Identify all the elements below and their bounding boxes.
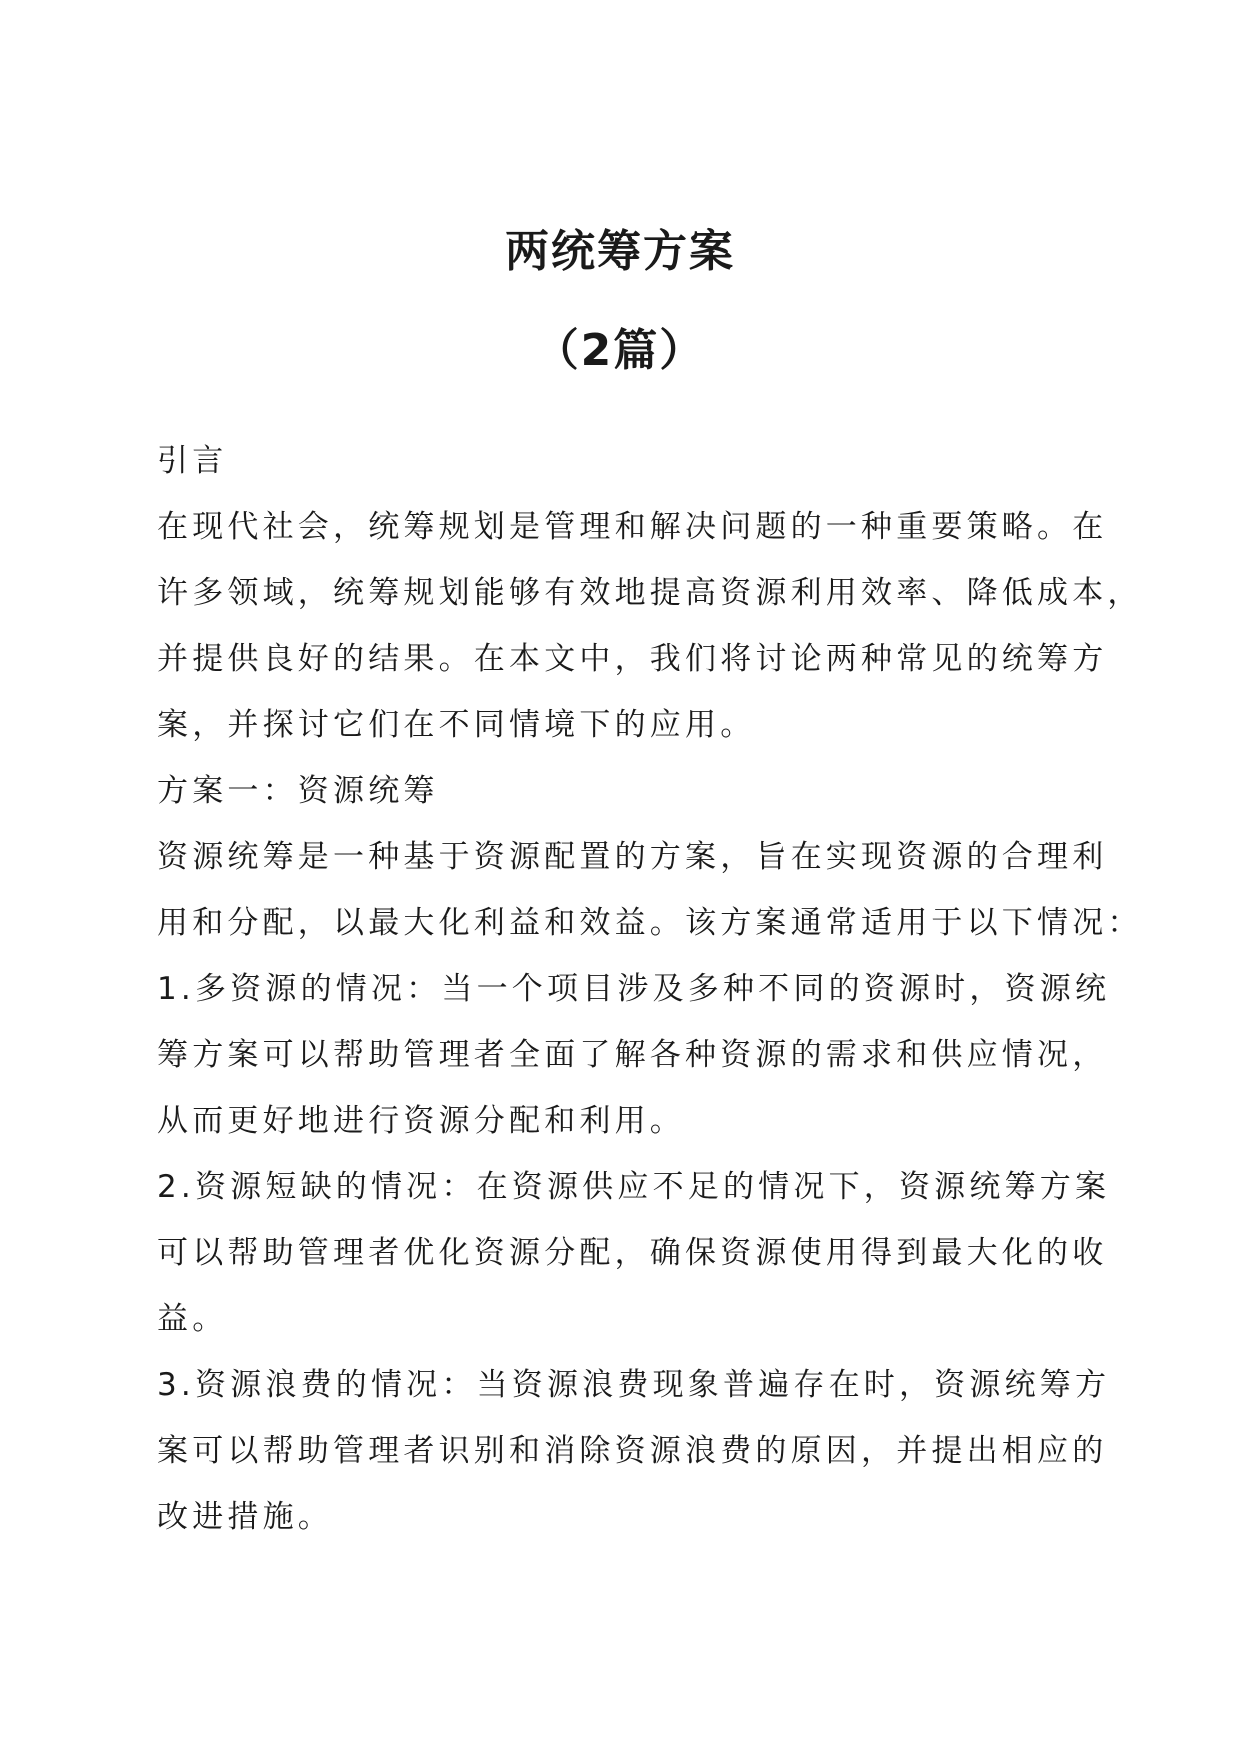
body-line: 筹方案可以帮助管理者全面了解各种资源的需求和供应情况，: [157, 1037, 1108, 1073]
list-item-3: 3.资源浪费的情况：当资源浪费现象普遍存在时，资源统筹方: [157, 1367, 1111, 1403]
body-line: 并提供良好的结果。在本文中，我们将讨论两种常见的统筹方: [157, 641, 1108, 677]
body-line: 益。: [157, 1301, 228, 1337]
body-line: 改进措施。: [157, 1499, 333, 1535]
body-line: 许多领域，统筹规划能够有效地提高资源利用效率、降低成本，: [157, 575, 1143, 611]
section-heading-intro: 引言: [157, 443, 228, 479]
document-body: [157, 428, 1143, 1550]
body-line: 案可以帮助管理者识别和消除资源浪费的原因，并提出相应的: [157, 1433, 1108, 1469]
section-heading-plan-one: 方案一：资源统筹: [157, 773, 439, 809]
list-item-1: 1.多资源的情况：当一个项目涉及多种不同的资源时，资源统: [157, 971, 1111, 1007]
body-line: 用和分配，以最大化利益和效益。该方案通常适用于以下情况：: [157, 905, 1143, 941]
body-line: 案，并探讨它们在不同情境下的应用。: [157, 707, 756, 743]
document-title: 两统筹方案: [505, 226, 735, 277]
body-line: 资源统筹是一种基于资源配置的方案，旨在实现资源的合理利: [157, 839, 1108, 875]
list-item-2: 2.资源短缺的情况：在资源供应不足的情况下，资源统筹方案: [157, 1169, 1111, 1205]
body-line: 在现代社会，统筹规划是管理和解决问题的一种重要策略。在: [157, 509, 1108, 545]
body-line: 从而更好地进行资源分配和利用。: [157, 1103, 685, 1139]
body-line: 可以帮助管理者优化资源分配，确保资源使用得到最大化的收: [157, 1235, 1108, 1271]
document-subtitle: （2篇）: [534, 325, 706, 376]
